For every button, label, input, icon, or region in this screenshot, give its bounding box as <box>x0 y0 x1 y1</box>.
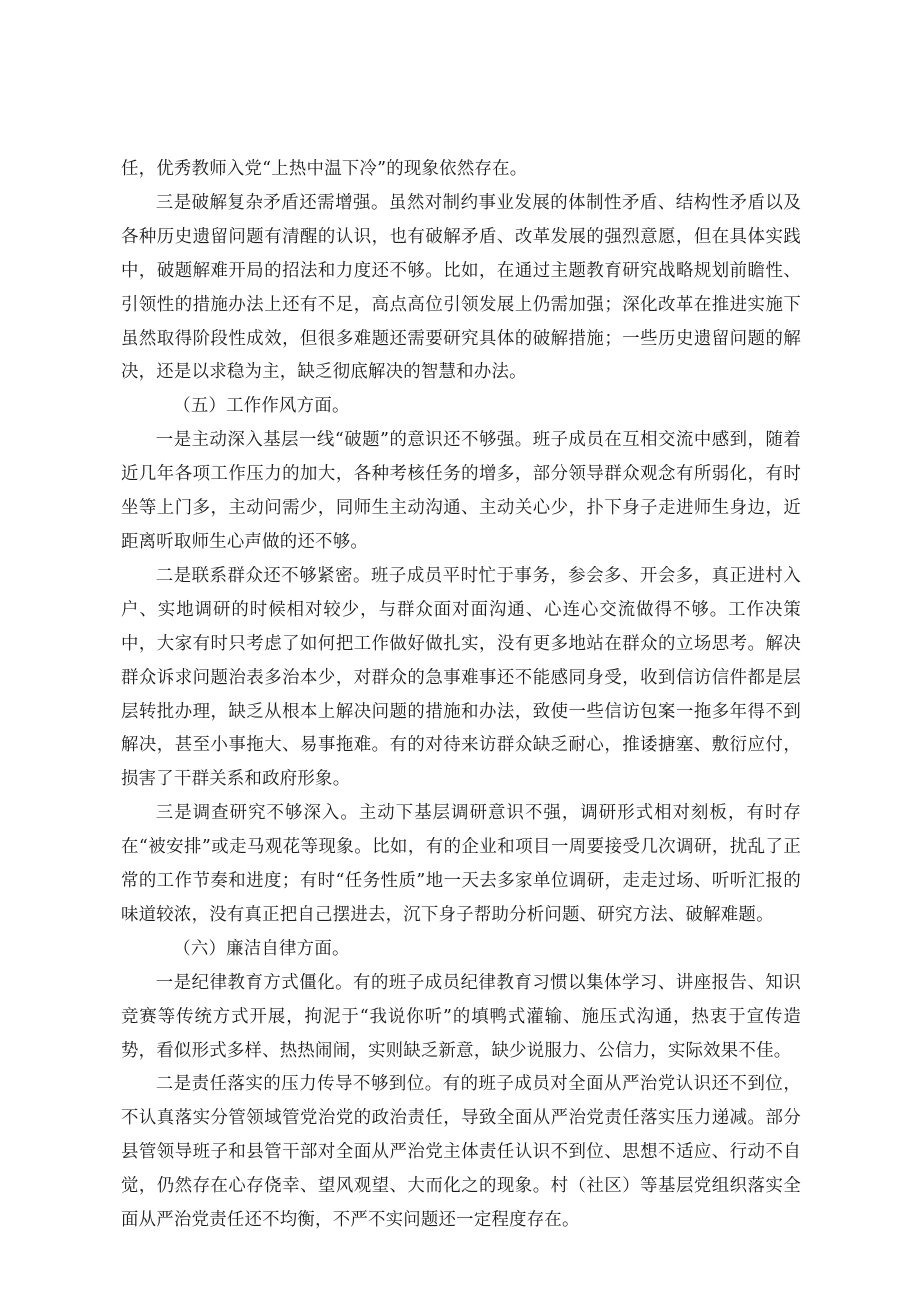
paragraph-resolve-contradictions: 三是破解复杂矛盾还需增强。虽然对制约事业发展的体制性矛盾、结构性矛盾以及各种历史遗留问题有清醒的认识，也有破解矛盾、改革发展的强烈意愿，但在具体实践中，破题解难开局的招法和力度还不够。比如，在通过主题教育研究战略规划前瞻性、引领性的措施办法上还有不足，高点高位引领发展上仍需加强；深化改革在推进实施下虽然取得阶段性成效，但很多难题还需要研究具体的破解措施；一些历史遗留问题的解决，还是以求稳为主，缺乏彻底解决的智慧和办法。 <box>121 192 801 383</box>
paragraph-investigation-research: 三是调查研究不够深入。主动下基层调研意识不强，调研形式相对刻板，有时存在“被安排”或走马观花等现象。比如，有的企业和项目一周要接受几次调研，扰乱了正常的工作节奏和进度；有时“任务性质”地一天去多家单位调研，走走过场、听听汇报的味道较浓，没有真正把自己摆进去，沉下身子帮助分析问题、研究方法、破解难题。 <box>121 803 801 925</box>
section-heading-integrity: （六）廉洁自律方面。 <box>173 938 350 959</box>
paragraph-contact-masses: 二是联系群众还不够紧密。班子成员平时忙于事务，参会多、开会多，真正进村入户、实地调研的时候相对较少，与群众面对面沟通、心连心交流做得不够。工作决策中，大家有时只考虑了如何把工作做好做扎实，没有更多地站在群众的立场思考。解决群众诉求问题治表多治本少，对群众的急事难事还不能感同身受，收到信访信件都是层层转批办理，缺乏从根本上解决问题的措施和办法，致使一些信访包案一拖多年得不到解决，甚至小事拖大、易事拖难。有的对待来访群众缺乏耐心，推诿搪塞、敷衍应付，损害了干群关系和政府形象。 <box>121 565 801 790</box>
paragraph-grassroots-awareness: 一是主动深入基层一线“破题”的意识还不够强。班子成员在互相交流中感到，随着近几年各项工作压力的加大，各种考核任务的增多，部分领导群众观念有所弱化，有时坐等上门多，主动问需少，同师生主动沟通、主动关心少，扑下身子走进师生身边，近距离听取师生心声做的还不够。 <box>121 430 801 552</box>
paragraph-discipline-education: 一是纪律教育方式僵化。有的班子成员纪律教育习惯以集体学习、讲座报告、知识竞赛等传统方式开展，拘泥于“我说你听”的填鸭式灌输、施压式沟通，热衷于宣传造势，看似形式多样、热热闹闹，实则缺乏新意，缺少说服力、公信力，实际效果不佳。 <box>121 972 801 1061</box>
document-body <box>121 153 801 1238</box>
paragraph-continuation: 任，优秀教师入党“上热中温下冷”的现象依然存在。 <box>121 159 528 179</box>
paragraph-responsibility-pressure: 二是责任落实的压力传导不够到位。有的班子成员对全面从严治党认识还不到位，不认真落实分管领域管党治党的政治责任，导致全面从严治党责任落实压力递减。部分县管领导班子和县管干部对全面从严治党主体责任认识不到位、思想不适应、行动不自觉，仍然存在心存侥幸、望风观望、大而化之的现象。村（社区）等基层党组织落实全面从严治党责任还不均衡，不严不实问题还一定程度存在。 <box>121 1074 801 1231</box>
section-heading-work-style: （五）工作作风方面。 <box>173 396 350 417</box>
